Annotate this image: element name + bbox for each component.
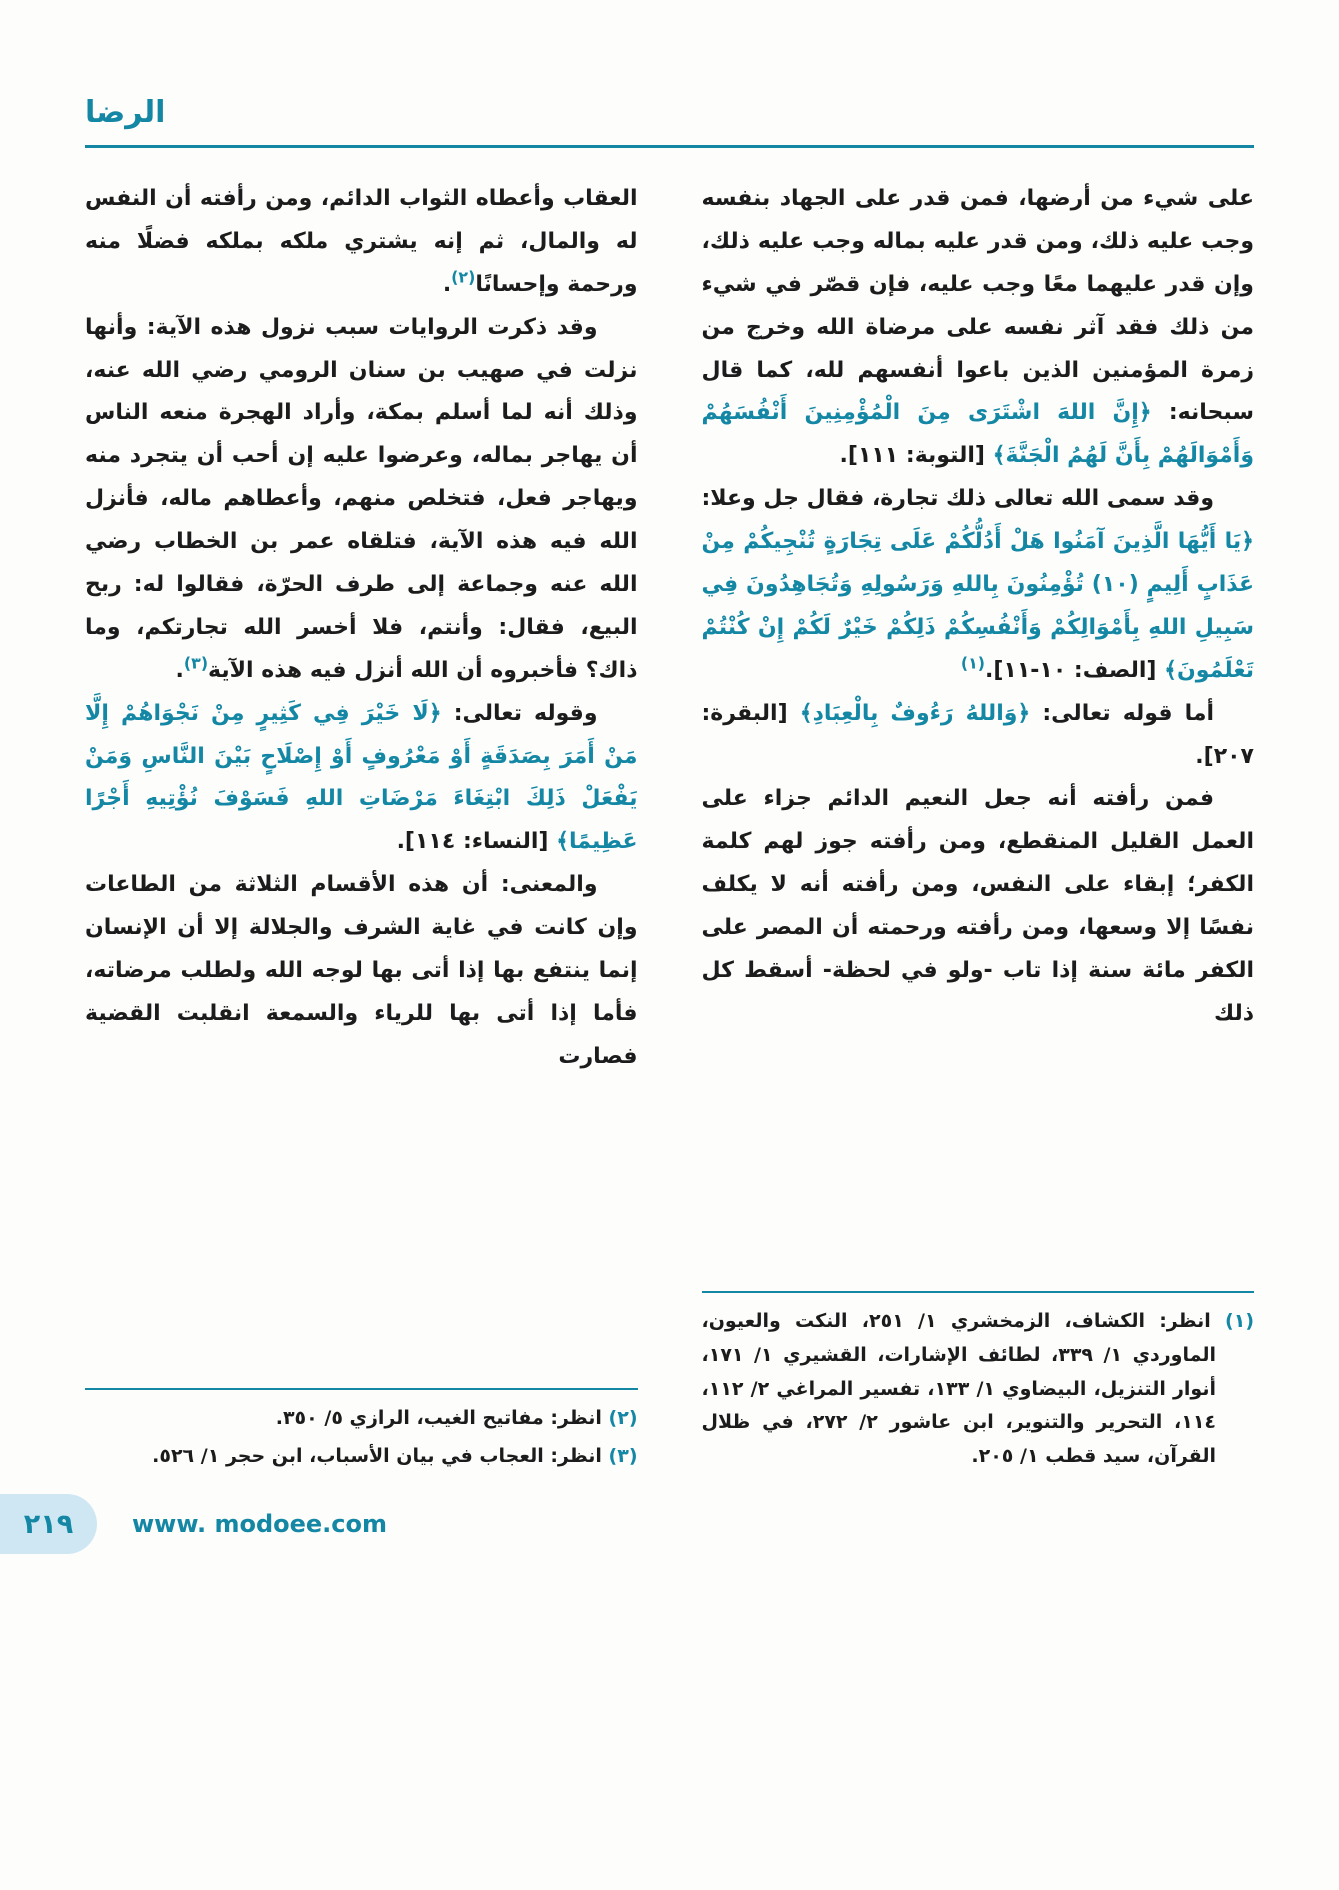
text-run: انظر: مفاتيح الغيب، الرازي ٥/ ٣٥٠. [275,1407,609,1430]
text-run: وقد سمى الله تعالى ذلك تجارة، فقال جل وعلا: [701,486,1214,512]
left-column-text [85,178,638,1079]
page-number: ٢١٩ [23,1508,74,1540]
text-run: [التوبة: ١١١]. [839,443,993,469]
page-number-tab [0,1494,97,1554]
right-column-footnotes [702,1291,1255,1478]
text-run: فمن رأفته أنه جعل النعيم الدائم جزاء على العمل القليل المنقطع، ومن رأفته جوز لهم كلمة الكفر؛ إبقاء على النفس، ومن رأفته أنه لا يكلف نفسًا إلا وسعها، ومن رأفته ورحمته أن المصر على الكفر مائة سنة إذا تاب -ولو في لحظة- أسقط كل ذلك [701,786,1254,1026]
text-run: [النساء: ١١٤]. [396,829,557,855]
footnote-ref-marker: (١) [960,653,985,673]
paragraph [85,178,638,307]
text-run: والمعنى: أن هذه الأقسام الثلاثة من الطاعات وإن كانت في غاية الشرف والجلالة إلا أن الإنسان إنما ينتفع بها إذا أتى بها لوجه الله ولطلب مرضاته، فأما إذا أتى بها للرياء والسمعة انقلبت القضية فصارت [85,872,638,1069]
footnote-entry [85,1440,638,1474]
footnote-number: (٢) [608,1407,638,1430]
paragraph [85,864,638,1078]
text-run: [البقرة: ٢٠٧]. [701,700,1254,769]
page-footer [0,1494,1339,1554]
quran-verse: ﴿إِنَّ اللهَ اشْتَرَى مِنَ الْمُؤْمِنِينَ أَنْفُسَهُمْ وَأَمْوَالَهُمْ بِأَنَّ لَهُمُ الْجَنَّةَ﴾ [701,400,1254,469]
website-text: www. modoee.com [132,1510,388,1538]
paragraph [702,693,1255,779]
left-column [85,178,638,1478]
text-run: وقد ذكرت الروايات سبب نزول هذه الآية: وأنها نزلت في صهيب بن سنان الرومي رضي الله عنه، وذلك أنه لما أسلم بمكة، وأراد الهجرة منعه الناس أن يهاجر بماله، وعرضوا عليه إن أحب أن يتجرد منه ويهاجر فعل، فتخلص منهم، وأعطاهم ماله، فأنزل الله فيه هذه الآية، فتلقاه عمر بن الخطاب رضي الله عنه وجماعة إلى طرف الحرّة، فقالوا له: ربح البيع، فقال: وأنتم، فلا أخسر الله تجارتكم، وما ذاك؟ فأخبروه أن الله أنزل فيه هذه الآية [85,314,638,683]
paragraph [85,693,638,865]
text-run: على شيء من أرضها، فمن قدر على الجهاد بنفسه وجب عليه ذلك، ومن قدر عليه بماله وجب عليه ذلك، وإن قدر عليهما معًا وجب عليه، فإن قصّر في شيء من ذلك فقد آثر نفسه على مرضاة الله وخرج من زمرة المؤمنين الذين باعوا أنفسهم لله، كما قال سبحانه: [701,186,1254,426]
footnote-ref-marker: (٢) [451,267,476,287]
page-header [85,95,1254,148]
text-run: . [175,657,184,683]
paragraph [702,478,1255,692]
page-title: الرضا [85,95,166,130]
text-run: انظر: الكشاف، الزمخشري ١/ ٢٥١، النكت والعيون، الماوردي ١/ ٣٣٩، لطائف الإشارات، القشيري ١/ ١٧١، أنوار التنزيل، البيضاوي ١/ ١٣٣، تفسير المراغي ٢/ ١١٢، ١١٤، التحرير والتنوير، ابن عاشور ٢/ ٢٧٢، في ظلال القرآن، سيد قطب ١/ ٢٠٥. [701,1309,1226,1468]
quran-verse: ﴿يَا أَيُّهَا الَّذِينَ آمَنُوا هَلْ أَدُلُّكُمْ عَلَى تِجَارَةٍ تُنْجِيكُمْ مِنْ عَذَابٍ أَلِيمٍ (١٠) تُؤْمِنُونَ بِاللهِ وَرَسُولِهِ وَتُجَاهِدُونَ فِي سَبِيلِ اللهِ بِأَمْوَالِكُمْ وَأَنْفُسِكُمْ ذَلِكُمْ خَيْرٌ لَكُمْ إِنْ كُنْتُمْ تَعْلَمُونَ﴾ [701,529,1254,683]
footnote-ref-marker: (٣) [183,653,209,673]
text-run: انظر: العجاب في بيان الأسباب، ابن حجر ١/ ٥٢٦. [152,1445,609,1468]
left-column-footnotes [85,1388,638,1478]
text-run: العقاب وأعطاه الثواب الدائم، ومن رأفته أن النفس له والمال، ثم إنه يشتري ملكه بملكه فضلًا منه ورحمة وإحسانًا [85,186,638,297]
text-run: [الصف: ١٠-١١]. [984,657,1165,683]
right-column [702,178,1255,1478]
footnote-entry [702,1305,1255,1474]
text-run: وقوله تعالى: [441,700,598,726]
right-column-text [702,178,1255,1036]
footnote-number: (٣) [608,1445,638,1468]
paragraph [702,178,1255,478]
paragraph [702,778,1255,1035]
header-divider [85,145,1254,148]
quran-verse: ﴿وَاللهُ رَءُوفٌ بِالْعِبَادِ﴾ [799,700,1031,726]
quran-verse: ﴿لَا خَيْرَ فِي كَثِيرٍ مِنْ نَجْوَاهُمْ إِلَّا مَنْ أَمَرَ بِصَدَقَةٍ أَوْ مَعْرُوفٍ أَوْ إِصْلَاحٍ بَيْنَ النَّاسِ وَمَنْ يَفْعَلْ ذَلِكَ ابْتِغَاءَ مَرْضَاتِ اللهِ فَسَوْفَ نُؤْتِيهِ أَجْرًا عَظِيمًا﴾ [85,700,638,855]
footnote-number: (١) [1225,1309,1254,1332]
two-column-body [85,178,1254,1478]
text-run: . [442,271,452,297]
text-run: أما قوله تعالى: [1030,700,1214,726]
paragraph [85,307,638,693]
footnote-entry [85,1402,638,1436]
